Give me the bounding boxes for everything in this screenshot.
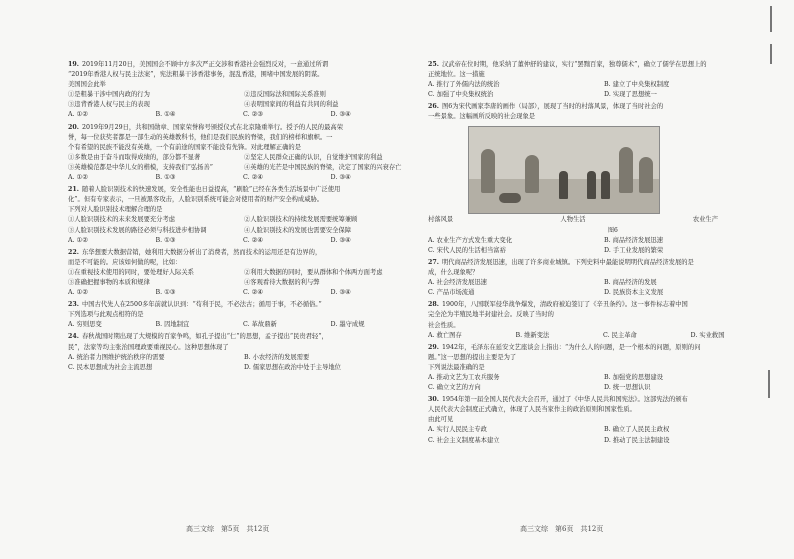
question-stem-line — [68, 205, 414, 215]
question-stem-text: 人民代表大会制度正式确立，体现了人民当家作主的政治原则和国家性质。 — [428, 406, 636, 414]
question-stem-line — [428, 343, 774, 353]
answer-option: D. 民族资本主义发展 — [604, 289, 664, 297]
statement-item: ③人脸识别技术发展的路径必须与科技进步相协调 — [68, 226, 207, 234]
question-number: 21. — [68, 186, 79, 194]
question-stem-text: 完全沦为半殖民地半封建社会。反映了当时的 — [428, 311, 554, 319]
statement-item: ②人脸识别技术的持续发展需要统筹兼顾 — [244, 216, 358, 224]
figure-tree — [525, 155, 539, 193]
question-stem-text: 1942年，毛泽东在延安文艺座谈会上指出：“为什么人的问题，是一个根本的问题，原则的问 — [441, 343, 701, 351]
answer-option: A. 推行了外儒内法的统治 — [428, 81, 500, 89]
scan-mark — [770, 44, 772, 64]
question-stem-line — [428, 112, 774, 122]
figure-label: 人物生活 — [560, 215, 586, 223]
question-stem-line — [428, 363, 774, 373]
figure-tree — [619, 147, 633, 193]
question-stem-text: 东华想要大数据营销，她利用大数据分析出了消费者，然而技术的运用还是有边界的， — [81, 248, 322, 256]
answer-option: D. 墨守成规 — [330, 321, 365, 329]
question-stem-text: 随着人脸识别技术的快速发展，安全性能也日益提高，“刷脸”已经在各类生活场景中广泛使用 — [81, 186, 341, 194]
exam-page-left — [68, 60, 414, 375]
question-stem-line — [428, 102, 774, 112]
question-stem-text: 下列选项与此观点相符的是 — [68, 311, 144, 319]
answer-option: B. 确立了人民民主政权 — [604, 426, 670, 434]
question-stem-text: 成，什么现象呢？ — [428, 269, 479, 277]
question-block — [428, 60, 774, 100]
statement-item: ④表明国家间的利益有共同的利益 — [244, 101, 339, 109]
question-stem-line — [68, 195, 414, 205]
question-stem-line — [428, 321, 774, 331]
question-number: 25. — [428, 61, 439, 68]
answer-options — [428, 236, 774, 256]
question-number: 29. — [428, 343, 439, 351]
question-stem-text: 誉，每一位获奖者都是一部生动的英雄教科书，他们是我们民族的脊梁，我们的榜样和旗帜。一 — [68, 133, 333, 141]
answer-option: C. ②④ — [243, 174, 263, 182]
question-stem-line — [428, 70, 774, 80]
statement-list — [68, 90, 414, 110]
answer-option: C. 革故鼎新 — [243, 321, 277, 329]
question-block — [428, 343, 774, 393]
answer-option: C. 民主革命 — [603, 331, 637, 339]
question-stem-text: 美国国会此举 — [68, 81, 106, 89]
answer-option: D. 手工业发展的繁荣 — [604, 246, 664, 254]
question-number: 22. — [68, 248, 79, 256]
question-stem-line — [428, 268, 774, 278]
question-stem-line — [68, 248, 414, 258]
question-stem-line — [68, 310, 414, 320]
question-stem-text: 2019年11月20日，美国国会不顾中方多次严正交涉和香港社会强烈反对，一意通过所谓 — [81, 61, 329, 68]
answer-option: B. ①③ — [155, 174, 176, 182]
question-block — [68, 248, 414, 298]
question-stem-line — [428, 300, 774, 310]
figure-tree — [481, 149, 495, 193]
answer-option: A. 推动文艺为工农兵服务 — [428, 373, 500, 381]
answer-options — [428, 425, 774, 445]
statement-item: ③违背香港人权与民主的表现 — [68, 101, 150, 109]
figure-label: 村落风景 — [428, 215, 454, 223]
statement-list — [68, 268, 414, 288]
answer-option: A. ①② — [68, 111, 88, 119]
answer-option: D. 儒家思想在政治中处于主导地位 — [244, 363, 341, 371]
scan-mark — [770, 6, 772, 32]
question-stem-text: 明代商品经济发展迅速，出现了许多商业城镇。下列史料中最能说明明代商品经济发展的是 — [441, 258, 694, 266]
statement-item: ③英雄模范都是中华儿女的楷模，支持我们“弘扬善” — [68, 163, 213, 171]
question-stem-line — [68, 133, 414, 143]
statement-item: ②违反国际法和国际关系准则 — [244, 91, 326, 99]
figure-person — [587, 171, 596, 199]
question-stem-line — [428, 353, 774, 363]
statement-item: ②利用大数据的同时，要从群体和个体两方面考虑 — [244, 268, 383, 276]
question-block — [428, 395, 774, 445]
question-block — [428, 102, 774, 256]
answer-option: D. ③④ — [330, 289, 351, 297]
question-stem-line — [428, 310, 774, 320]
figure-animal — [499, 193, 521, 203]
answer-options — [68, 173, 414, 183]
question-number: 24. — [68, 333, 79, 341]
figure-caption: 图6 — [608, 226, 618, 234]
answer-option: A. ①② — [68, 174, 88, 182]
answer-option: B. 商品经济发展迅速 — [604, 236, 664, 244]
answer-option: A. 统治者力图维护统治秩序的需要 — [68, 353, 165, 361]
statement-item: ③准确把握事物的本质和规律 — [68, 278, 150, 286]
answer-option: D. 实业救国 — [690, 331, 725, 339]
answer-option: A. ①② — [68, 236, 88, 244]
question-stem-text: 中国古代先人在2500多年前就认识到：“苟利于民，不必法古；循用于事，不必循俗。” — [81, 301, 322, 309]
answer-option: C. ②④ — [243, 236, 263, 244]
statement-item: ④英雄的光芒是中国民族的脊梁，决定了国家的兴衰存亡 — [244, 163, 402, 171]
question-stem-text: 一些景象。这幅画所反映的社会现象是 — [428, 113, 536, 121]
question-stem-line — [68, 185, 414, 195]
answer-options — [428, 278, 774, 298]
painting-figure — [468, 126, 660, 214]
answer-option: C. 社会主义制度基本建立 — [428, 436, 500, 444]
statement-item: ①人脸识别技术的未来发展要充分考虑 — [68, 216, 176, 224]
answer-options — [428, 80, 774, 100]
page-footer-right: 高三文综 第6页 共12页 — [520, 525, 604, 533]
statement-item: ②坚定人民群众正确的认识，自觉维护国家的利益 — [244, 153, 383, 161]
answer-option: B. ①③ — [155, 289, 176, 297]
question-stem-text: 1900年，八国联军侵华战争爆发，清政府被迫签订了《辛丑条约》。这一事件标志着中国 — [441, 301, 688, 309]
question-stem-line — [68, 123, 414, 133]
question-stem-line — [68, 143, 414, 153]
statement-item: ①是粗暴干涉中国内政的行为 — [68, 91, 150, 99]
exam-page-right — [428, 60, 774, 448]
question-number: 27. — [428, 258, 439, 266]
question-stem-text: 汉武帝在位时期，他采纳了董仲舒的建议，实行“罢黜百家，独尊儒术”，确立了儒学在思想上的 — [441, 61, 707, 68]
question-stem-text: 而是不可能的。应该如何做的呢，比如： — [68, 258, 182, 266]
answer-option: D. 实现了思想统一 — [604, 91, 657, 99]
answer-options — [68, 110, 414, 120]
question-stem-text: 正统地位。这一措施 — [428, 71, 485, 79]
question-number: 19. — [68, 61, 79, 68]
answer-option: B. 维新变法 — [515, 331, 550, 339]
question-stem-text: 图6为宋代画家李唐的画作（局部），展现了当时的村落风景，体现了当时社会的 — [441, 103, 664, 111]
answer-option: A. 实行人民民主专政 — [428, 426, 487, 434]
question-stem-text: 社会性质。 — [428, 321, 460, 329]
figure-person — [601, 171, 610, 199]
answer-option: D. 推动了民主法制建设 — [604, 436, 670, 444]
question-stem-text: 下列说法最准确的是 — [428, 363, 485, 371]
question-block — [68, 300, 414, 330]
question-stem-text: “2019年香港人权与民主法案”，宪法粗暴干涉香港事务，混乱香港，围堵中国发展的阴谋。 — [68, 71, 324, 79]
question-block — [428, 300, 774, 340]
answer-option: B. 加强党的思想建设 — [604, 373, 664, 381]
question-block — [68, 123, 414, 184]
question-stem-line — [428, 405, 774, 415]
question-block — [68, 332, 414, 372]
question-stem-text: 民”，法家等均主张治国理政要重视民心。这种思想体现了 — [68, 343, 229, 351]
question-stem-line — [68, 332, 414, 342]
answer-option: D. ③④ — [330, 236, 351, 244]
answer-option: B. ①④ — [155, 111, 176, 119]
statement-item: ①在重视技术使用的同时，要处理好人际关系 — [68, 268, 194, 276]
question-number: 26. — [428, 103, 439, 111]
question-stem-line — [428, 258, 774, 268]
answer-option: C. ②③ — [243, 111, 263, 119]
answer-option: C. ②④ — [243, 289, 263, 297]
answer-option: C. 宋代人民的生活相当富裕 — [428, 246, 506, 254]
answer-option: A. 农业生产方式发生重大变化 — [428, 236, 513, 244]
question-stem-text: 题。”这一思想的提出主要是为了 — [428, 353, 517, 361]
answer-option: B. 因地制宜 — [155, 321, 190, 329]
question-block — [68, 60, 414, 121]
answer-option: A. 穷则思变 — [68, 321, 102, 329]
answer-option: D. 统一思想认识 — [604, 384, 651, 392]
question-stem-line — [68, 300, 414, 310]
question-stem-line — [68, 258, 414, 268]
answer-options — [68, 236, 414, 246]
question-stem-line — [428, 60, 774, 70]
answer-options — [68, 353, 414, 373]
figure-labels — [428, 215, 718, 225]
answer-option: B. 建立了中央集权制度 — [604, 81, 670, 89]
page-footer-left: 高三文综 第5页 共12页 — [186, 525, 270, 533]
answer-option: C. 民本思想成为社会主流思想 — [68, 363, 153, 371]
answer-option: C. 确立文艺的方向 — [428, 384, 481, 392]
statement-item: ①多数是由于奋斗而取得成绩的，部分都不显著 — [68, 153, 201, 161]
answer-option: C. 产品市场流通 — [428, 289, 475, 297]
answer-option: A. 社会经济发展迅速 — [428, 279, 487, 287]
question-stem-line — [68, 70, 414, 80]
answer-option: D. ③④ — [330, 174, 351, 182]
question-stem-line — [68, 80, 414, 90]
question-block — [68, 185, 414, 246]
answer-option: A. ①② — [68, 289, 88, 297]
answer-option: D. ③④ — [330, 111, 351, 119]
question-block — [428, 258, 774, 298]
question-stem-text: 春秋战国时期出现了大规模的百家争鸣，如孔子提出“仁”的思想，孟子提出“民贵君轻”， — [81, 333, 328, 341]
answer-options — [428, 331, 774, 341]
question-number: 28. — [428, 301, 439, 309]
answer-option: A. 救亡图存 — [428, 331, 462, 339]
answer-options — [428, 373, 774, 393]
answer-option: B. 商品经济的发展 — [604, 279, 657, 287]
figure-tree — [639, 157, 653, 193]
statement-item: ④客观看待大数据的利与弊 — [244, 278, 320, 286]
question-stem-text: 由此可见 — [428, 416, 454, 424]
statement-list — [68, 215, 414, 235]
answer-options — [68, 320, 414, 330]
answer-option: C. 加强了中央集权统治 — [428, 91, 494, 99]
statement-item: ④人脸识别技术的发展也需要安全保障 — [244, 226, 352, 234]
question-stem-text: 化”。但有专家表示，一旦被黑客攻击，人脸识别系统可能会对使用者的财产安全构成威胁。 — [68, 196, 324, 204]
figure-label: 农业生产 — [692, 215, 718, 223]
question-stem-text: 下列对人脸识别技术理解合理的是 — [68, 206, 163, 214]
answer-option: B. 小农经济的发展需要 — [244, 353, 310, 361]
question-stem-text: 1954年第一届全国人民代表大会召开，通过了《中华人民共和国宪法》。这部宪法的颁布 — [441, 396, 688, 404]
question-number: 23. — [68, 301, 79, 309]
question-number: 20. — [68, 123, 79, 131]
question-stem-line — [68, 60, 414, 70]
figure-person — [559, 171, 568, 199]
scan-mark — [768, 370, 770, 398]
answer-option: B. ①③ — [155, 236, 176, 244]
question-stem-line — [428, 415, 774, 425]
answer-options — [68, 288, 414, 298]
statement-list — [68, 153, 414, 173]
question-stem-line — [68, 343, 414, 353]
question-stem-line — [428, 395, 774, 405]
question-stem-text: 个有希望的民族不能没有英雄，一个有前途的国家不能没有先锋。对此理解正确的是 — [68, 143, 301, 151]
question-number: 30. — [428, 396, 439, 404]
question-stem-text: 2019年9月29日，共和国勋章、国家荣誉称号颁授仪式在北京隆重举行。授予的人民的最高荣 — [81, 123, 343, 131]
